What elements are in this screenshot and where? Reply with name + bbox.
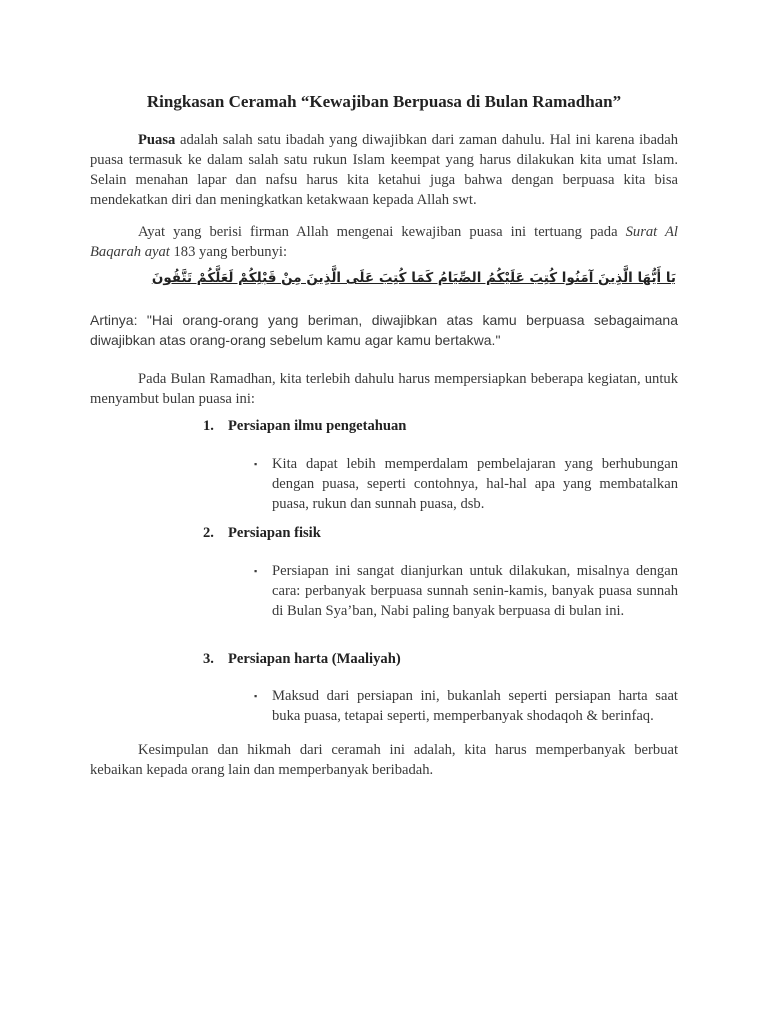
list-heading-1 [203, 418, 406, 435]
paragraph-text: 183 yang berbunyi: [169, 244, 287, 260]
paragraph-preparation: Pada Bulan Ramadhan, kita terlebih dahulu harus mempersiapkan beberapa kegiatan, untuk menyambut bulan puasa ini: [90, 371, 678, 407]
list-bullet-3 [254, 686, 678, 726]
arabic-verse: يَا أَيُّهَا الَّذِينَ آمَنُوا كُتِبَ عَلَيْكُمُ الصِّيَامُ كَمَا كُتِبَ عَلَى الَّذِينَ مِنْ قَبْلِكُمْ لَعَلَّكُمْ تَتَّقُونَ [151, 270, 676, 286]
document-title: Ringkasan Ceramah “Kewajiban Berpuasa di Bulan Ramadhan” [146, 92, 622, 111]
translation: Artinya: "Hai orang-orang yang beriman, diwajibkan atas kamu berpuasa sebagaimana diwajibkan atas orang-orang sebelum kamu agar kamu bertakwa." [90, 312, 678, 348]
paragraph-text: adalah salah satu ibadah yang diwajibkan dari zaman dahulu. Hal ini karena ibadah puasa termasuk ke dalam salah satu rukun Islam keempat yang harus dilakukan kita umat Islam. Selain menahan lapar dan nafsu harus kita ketahui juga bahwa dengan berpuasa kita bisa mendekatkan diri dan meningkatkan ketakwaan kepada Allah swt. [90, 132, 678, 208]
bullet-text: Maksud dari persiapan ini, bukanlah seperti persiapan harta saat buka puasa, tetapai seperti, memperbanyak shodaqoh & berinfaq. [272, 688, 678, 724]
list-number: 1. [203, 418, 214, 434]
bullet-icon: ▪ [254, 459, 258, 469]
bullet-text: Kita dapat lebih memperdalam pembelajaran yang berhubungan dengan puasa, seperti contohnya, hal-hal apa yang membatalkan puasa, rukun dan sunnah puasa, dsb. [272, 456, 678, 512]
list-heading-2 [203, 525, 321, 542]
paragraph-text: Ayat yang berisi firman Allah mengenai kewajiban puasa ini tertuang pada [138, 224, 626, 240]
list-heading-text: Persiapan ilmu pengetahuan [228, 418, 407, 434]
list-heading-text: Persiapan fisik [228, 525, 321, 541]
bold-term: Puasa [138, 132, 176, 148]
bullet-text: Persiapan ini sangat dianjurkan untuk dilakukan, misalnya dengan cara: perbanyak berpuasa sunnah senin-kamis, banyak puasa sunnah di Bulan Sya’ban, Nabi paling banyak berpuasa di bulan ini. [272, 563, 678, 619]
bullet-icon: ▪ [254, 566, 258, 576]
paragraph-intro [90, 130, 678, 210]
paragraph-ayat [90, 222, 678, 262]
paragraph-conclusion: Kesimpulan dan hikmah dari ceramah ini adalah, kita harus memperbanyak berbuat kebaikan kepada orang lain dan memperbanyak beribadah. [90, 742, 678, 778]
list-heading-text: Persiapan harta (Maaliyah) [228, 651, 401, 667]
list-number: 3. [203, 651, 214, 667]
list-heading-3 [203, 651, 401, 668]
bullet-icon: ▪ [254, 691, 258, 701]
list-bullet-2 [254, 561, 678, 621]
list-number: 2. [203, 525, 214, 541]
list-bullet-1 [254, 454, 678, 514]
surah-reference: Surat Al Baqarah ayat [90, 224, 678, 260]
